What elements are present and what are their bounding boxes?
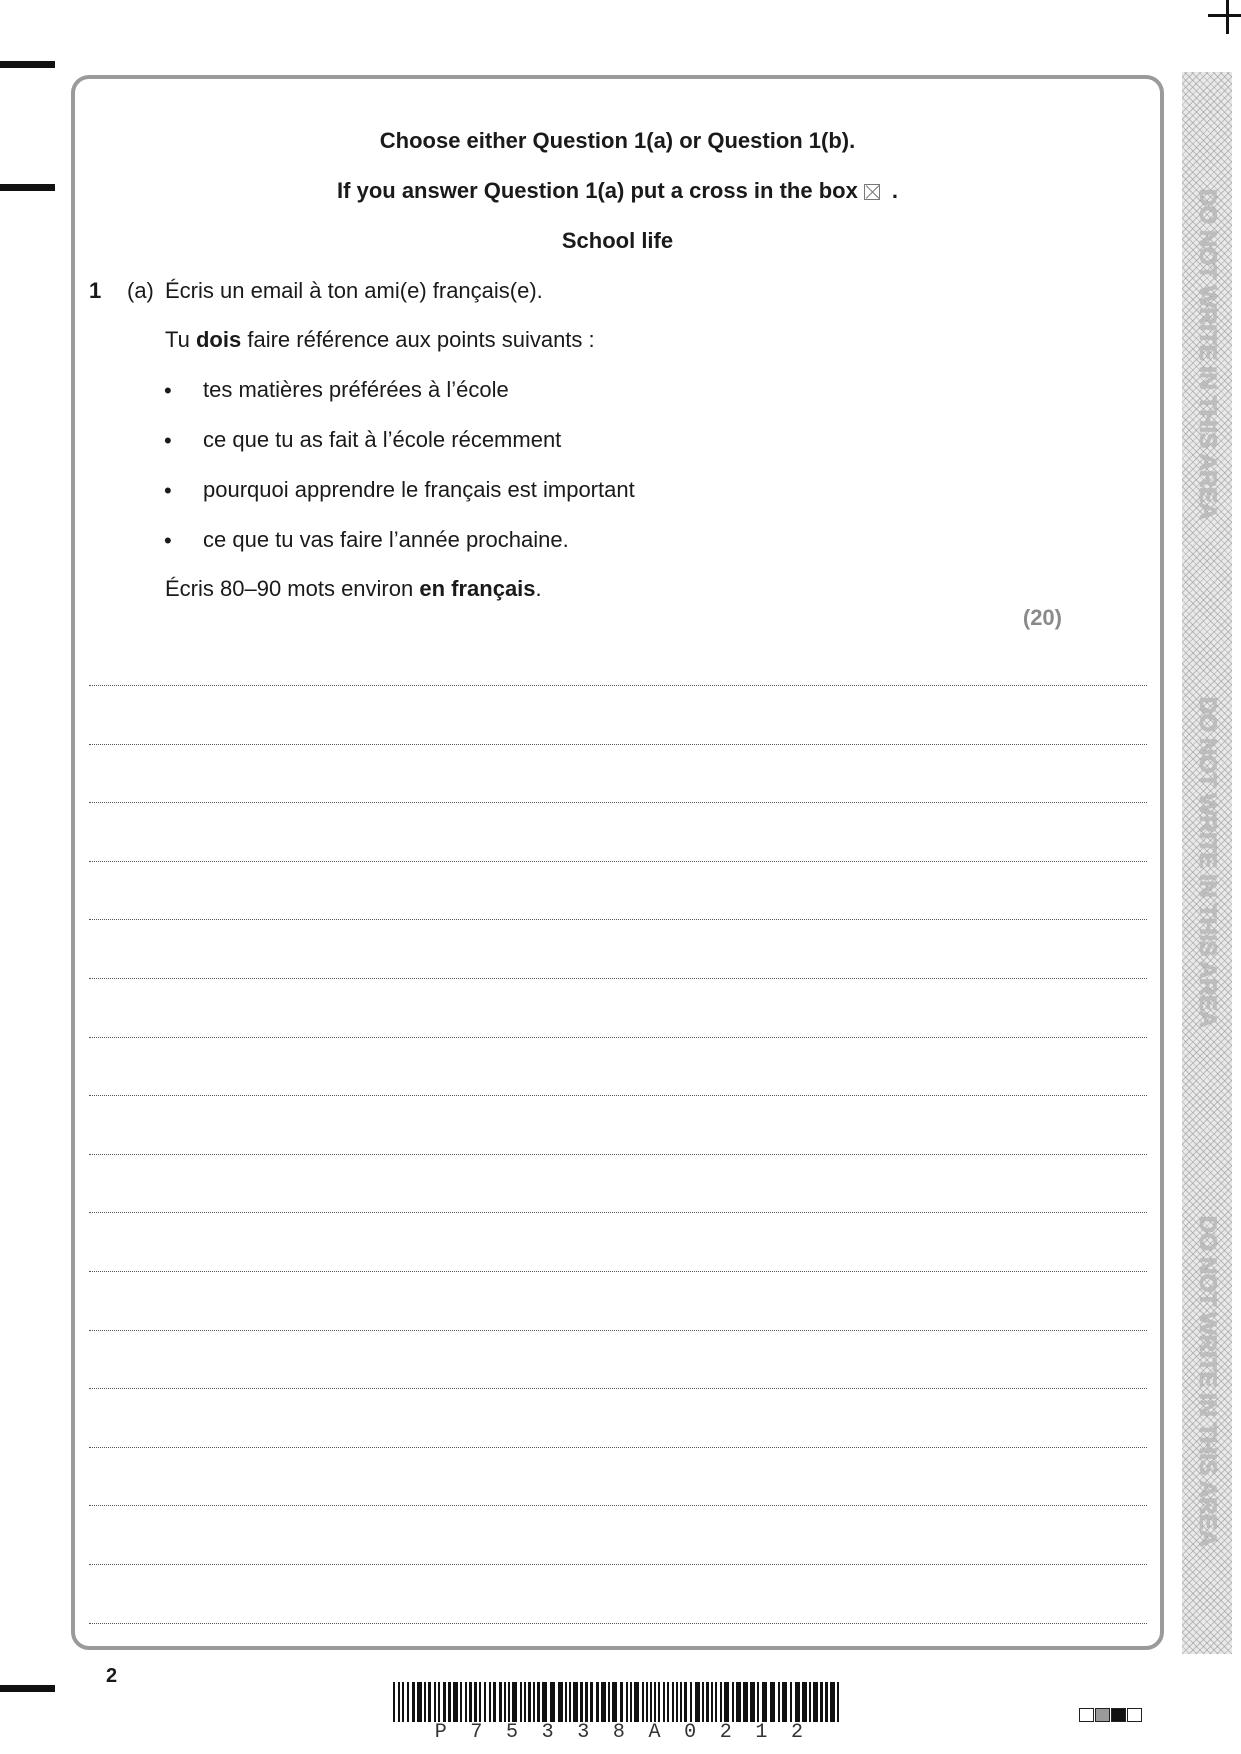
bullet-glyph: • xyxy=(164,378,172,403)
answer-line[interactable] xyxy=(89,1623,1147,1624)
word-count-suffix: . xyxy=(535,576,542,601)
barcode-char: 2 xyxy=(719,1721,732,1744)
registration-mark-top xyxy=(0,61,55,68)
barcode-char: 2 xyxy=(791,1721,804,1744)
barcode-char: P xyxy=(434,1721,447,1744)
must-reference-line xyxy=(165,326,595,354)
bullet-glyph: • xyxy=(164,428,172,453)
barcode-image xyxy=(393,1682,845,1722)
barcode-char: 3 xyxy=(577,1721,590,1744)
instruction-choose: Choose either Question 1(a) or Question 1(b). xyxy=(379,128,856,153)
bullet-glyph: • xyxy=(164,478,172,503)
registration-mark-upper xyxy=(0,184,55,191)
answer-line[interactable] xyxy=(89,802,1147,803)
question-part: (a) xyxy=(127,278,154,303)
answer-line[interactable] xyxy=(89,1505,1147,1506)
answer-frame xyxy=(71,75,1164,1650)
answer-line[interactable] xyxy=(89,861,1147,862)
question-number: 1 xyxy=(89,278,102,303)
indicator-square-empty xyxy=(1079,1708,1094,1722)
answer-line[interactable] xyxy=(89,919,1147,920)
crop-mark-vertical xyxy=(1226,0,1229,34)
answer-line[interactable] xyxy=(89,978,1147,979)
side-warning-bottom-text: DO NOT WRITE IN THIS AREA xyxy=(1194,1215,1221,1547)
answer-line[interactable] xyxy=(89,1212,1147,1213)
must-suffix: faire référence aux points suivants : xyxy=(247,327,595,352)
bullet-item: ce que tu as fait à l’école récemment xyxy=(203,427,562,452)
answer-line[interactable] xyxy=(89,1154,1147,1155)
barcode-char: 8 xyxy=(612,1721,625,1744)
answer-line[interactable] xyxy=(89,1095,1147,1096)
instruction-cross xyxy=(71,177,1164,205)
indicator-square-empty xyxy=(1127,1708,1142,1722)
page-number: 2 xyxy=(106,1665,118,1687)
barcode-char: 7 xyxy=(470,1721,483,1744)
barcode-char: 3 xyxy=(541,1721,554,1744)
marks-label: (20) xyxy=(1022,605,1062,630)
registration-mark-bottom xyxy=(0,1685,55,1692)
page-indicator-squares xyxy=(1079,1708,1142,1722)
must-prefix: Tu xyxy=(165,327,190,352)
barcode-char: 0 xyxy=(684,1721,697,1744)
word-count-prefix: Écris 80–90 mots environ xyxy=(165,576,414,601)
word-count-bold: en français xyxy=(419,576,536,601)
side-warning-top-text: DO NOT WRITE IN THIS AREA xyxy=(1194,188,1221,520)
barcode-char: 5 xyxy=(506,1721,519,1744)
answer-line[interactable] xyxy=(89,1447,1147,1448)
instruction-cross-period: . xyxy=(891,178,898,203)
indicator-square-grey xyxy=(1095,1708,1110,1722)
answer-line[interactable] xyxy=(89,685,1147,686)
answer-line[interactable] xyxy=(89,1564,1147,1565)
bullet-item: ce que tu vas faire l’année prochaine. xyxy=(203,527,569,552)
word-count-instruction xyxy=(165,575,542,603)
answer-line[interactable] xyxy=(89,1388,1147,1389)
answer-line[interactable] xyxy=(89,744,1147,745)
barcode-char: A xyxy=(648,1721,661,1744)
side-warning-middle-text: DO NOT WRITE IN THIS AREA xyxy=(1194,696,1221,1028)
answer-line[interactable] xyxy=(89,1037,1147,1038)
answer-line[interactable] xyxy=(89,1271,1147,1272)
indicator-square-filled xyxy=(1111,1708,1126,1722)
question-prompt: Écris un email à ton ami(e) français(e). xyxy=(165,278,543,303)
must-bold: dois xyxy=(195,327,242,352)
cross-box-icon[interactable] xyxy=(864,184,880,200)
bullet-item: pourquoi apprendre le français est important xyxy=(203,477,635,502)
barcode-char: 1 xyxy=(755,1721,768,1744)
topic-title: School life xyxy=(561,228,674,253)
bullet-glyph: • xyxy=(164,528,172,553)
crop-mark-horizontal xyxy=(1208,14,1241,17)
bullet-item: tes matières préférées à l’école xyxy=(203,377,509,402)
barcode-text xyxy=(393,1721,845,1744)
answer-line[interactable] xyxy=(89,1330,1147,1331)
instruction-cross-text: If you answer Question 1(a) put a cross in the box xyxy=(337,178,858,203)
